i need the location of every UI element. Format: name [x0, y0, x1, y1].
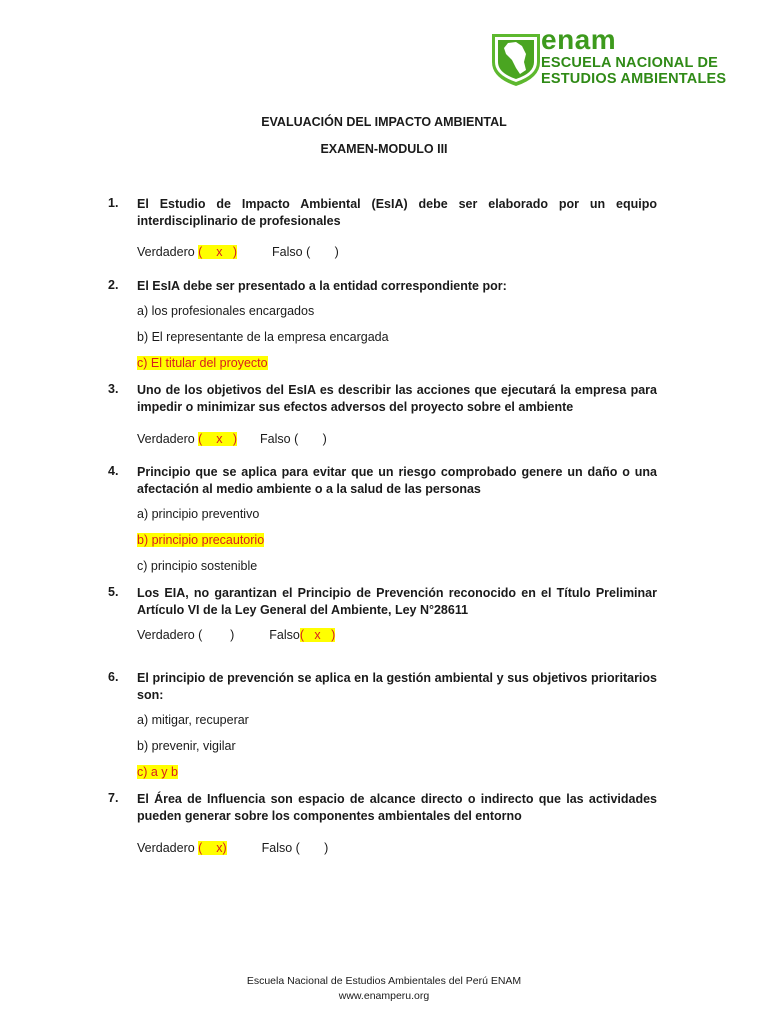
q7-true-false	[137, 841, 328, 855]
question-text: El Estudio de Impacto Ambiental (EsIA) debe ser elaborado por un equipo interdisciplinario de profesionales	[137, 197, 657, 228]
selected-answer: c) a y b	[137, 765, 178, 779]
q6-option-b[interactable]: b) prevenir, vigilar	[137, 739, 236, 753]
question-number: 3.	[108, 382, 119, 396]
false-mark[interactable]: ( )	[306, 245, 339, 259]
true-mark[interactable]: ( x )	[198, 432, 238, 446]
true-mark[interactable]: ( x)	[198, 841, 227, 855]
question-number: 1.	[108, 196, 119, 210]
q4-option-a[interactable]: a) principio preventivo	[137, 507, 260, 521]
q2-option-b[interactable]: b) El representante de la empresa encargada	[137, 330, 389, 344]
true-mark[interactable]: ( )	[198, 628, 235, 642]
false-mark[interactable]: ( x )	[299, 628, 336, 642]
doc-subtitle: EXAMEN-MODULO III	[320, 142, 448, 156]
q3-true-false	[137, 432, 327, 446]
false-label: Falso	[260, 432, 291, 446]
question-text: El principio de prevención se aplica en la gestión ambiental y sus objetivos prioritarios son:	[137, 671, 657, 702]
q4-option-b[interactable]	[137, 533, 264, 547]
question-number: 2.	[108, 278, 119, 292]
true-label: Verdadero	[137, 432, 195, 446]
selected-answer: b) principio precautorio	[137, 533, 265, 547]
peru-shield-icon	[486, 28, 546, 88]
false-label: Falso	[261, 841, 293, 855]
true-label: Verdadero	[137, 841, 195, 855]
q6-option-c[interactable]	[137, 765, 178, 779]
false-mark[interactable]: ( )	[294, 432, 327, 446]
true-label: Verdadero	[137, 628, 195, 642]
question-text: Uno de los objetivos del EsIA es describir las acciones que ejecutará la empresa para impedir o minimizar sus efectos adversos del proyecto sobre el ambiente	[137, 383, 657, 414]
false-label: Falso	[269, 628, 300, 642]
true-label: Verdadero	[137, 245, 195, 259]
q4-option-c[interactable]: c) principio sostenible	[137, 559, 258, 573]
question-text: El Área de Influencia son espacio de alcance directo o indirecto que las actividades pueden generar sobre los componentes ambientales del entorno	[137, 792, 657, 823]
question-text: El EsIA debe ser presentado a la entidad correspondiente por:	[137, 279, 507, 293]
logo-line-2: ESTUDIOS AMBIENTALES	[541, 71, 727, 87]
false-mark[interactable]: ( )	[295, 841, 329, 855]
q5-true-false	[137, 628, 335, 642]
question-number: 4.	[108, 464, 119, 478]
q1-true-false	[137, 245, 339, 259]
question-text: Principio que se aplica para evitar que un riesgo comprobado genere un daño o una afectación al medio ambiente o a la salud de las personas	[137, 465, 657, 496]
question-number: 5.	[108, 585, 119, 599]
selected-answer: c) El titular del proyecto	[137, 356, 268, 370]
false-label: Falso	[272, 245, 303, 259]
logo-line-1: ESCUELA NACIONAL DE	[541, 55, 719, 71]
question-number: 6.	[108, 670, 119, 684]
footer-website[interactable]: www.enamperu.org	[338, 990, 430, 1002]
enam-logo	[486, 24, 736, 88]
doc-title: EVALUACIÓN DEL IMPACTO AMBIENTAL	[261, 115, 507, 129]
question-text: Los EIA, no garantizan el Principio de Prevención reconocido en el Título Preliminar Artículo VI de la Ley General del Ambiente, Ley N°28611	[137, 586, 657, 617]
footer-institution: Escuela Nacional de Estudios Ambientales del Perú ENAM	[246, 975, 522, 987]
q2-option-a[interactable]: a) los profesionales encargados	[137, 304, 315, 318]
q2-option-c[interactable]	[137, 356, 268, 370]
question-number: 7.	[108, 791, 119, 805]
logo-brand: enam	[541, 24, 617, 55]
q6-option-a[interactable]: a) mitigar, recuperar	[137, 713, 249, 727]
true-mark[interactable]: ( x )	[198, 245, 238, 259]
